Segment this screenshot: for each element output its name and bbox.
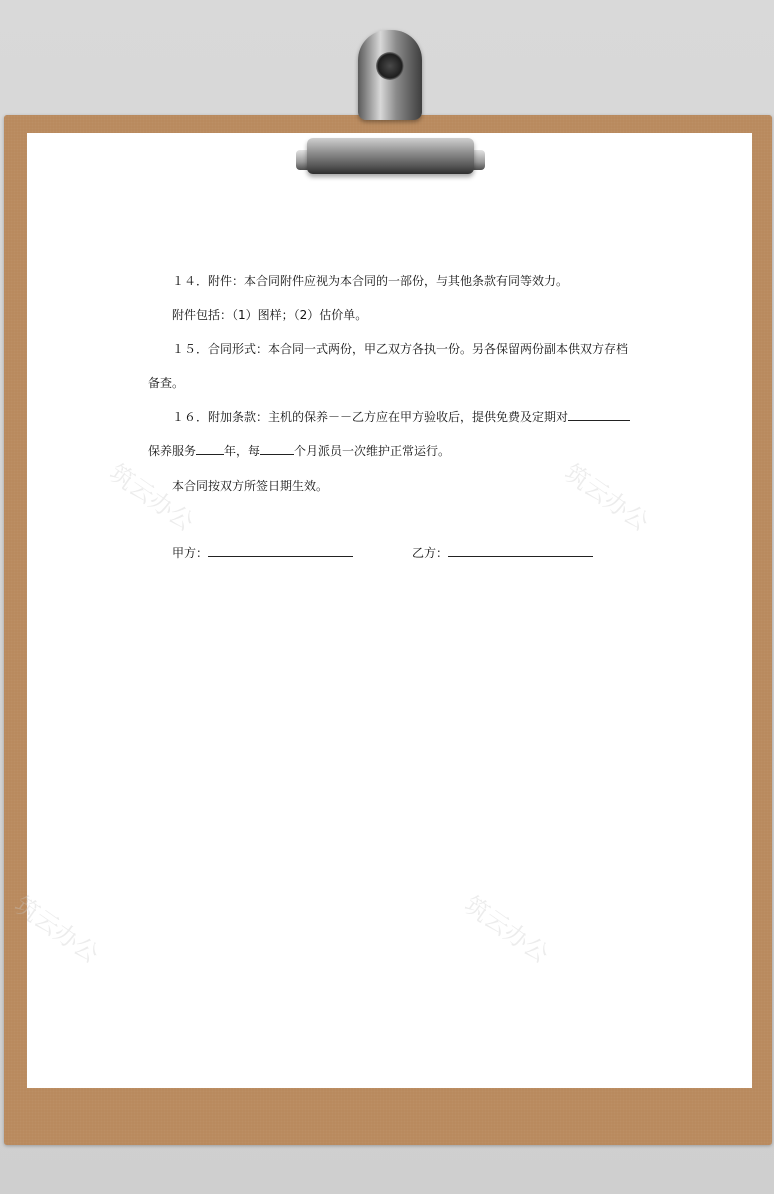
- party-b-signature: [412, 546, 593, 560]
- watermark: 筑云办公: [459, 890, 554, 969]
- blank-field: [568, 410, 630, 421]
- party-b-signature-line: [448, 546, 593, 557]
- watermark: 筑云办公: [104, 458, 199, 537]
- service-text: 保养服务: [148, 444, 197, 458]
- clause-16-text: １６．附加条款：主机的保养－－乙方应在甲方验收后，提供免费及定期对: [172, 410, 569, 424]
- party-a-signature-line: [208, 546, 353, 557]
- years-blank: [196, 444, 224, 455]
- binder-clip-plate: [307, 138, 474, 174]
- clause-15-line2: 备查。: [148, 376, 185, 390]
- effective-clause: 本合同按双方所签日期生效。: [172, 479, 329, 493]
- clause-16-line1: [172, 410, 630, 424]
- party-b-label: 乙方：: [412, 546, 449, 560]
- party-a-label: 甲方：: [172, 546, 209, 560]
- years-text: 年，每: [224, 444, 261, 458]
- party-a-signature: [172, 546, 353, 560]
- months-blank: [260, 444, 294, 455]
- attachments-line: 附件包括：（1）图样；（2）估价单。: [172, 308, 368, 322]
- clip-hole: [376, 52, 404, 80]
- maintenance-text: 个月派员一次维护正常运行。: [294, 444, 451, 458]
- watermark: 筑云办公: [559, 458, 654, 537]
- clause-14: １４．附件：本合同附件应视为本合同的一部份，与其他条款有同等效力。: [172, 274, 569, 288]
- watermark: 筑云办公: [9, 890, 104, 969]
- clause-16-line2: [148, 444, 450, 458]
- clause-15-line1: １５．合同形式：本合同一式两份，甲乙双方各执一份。另各保留两份副本供双方存档: [172, 342, 629, 356]
